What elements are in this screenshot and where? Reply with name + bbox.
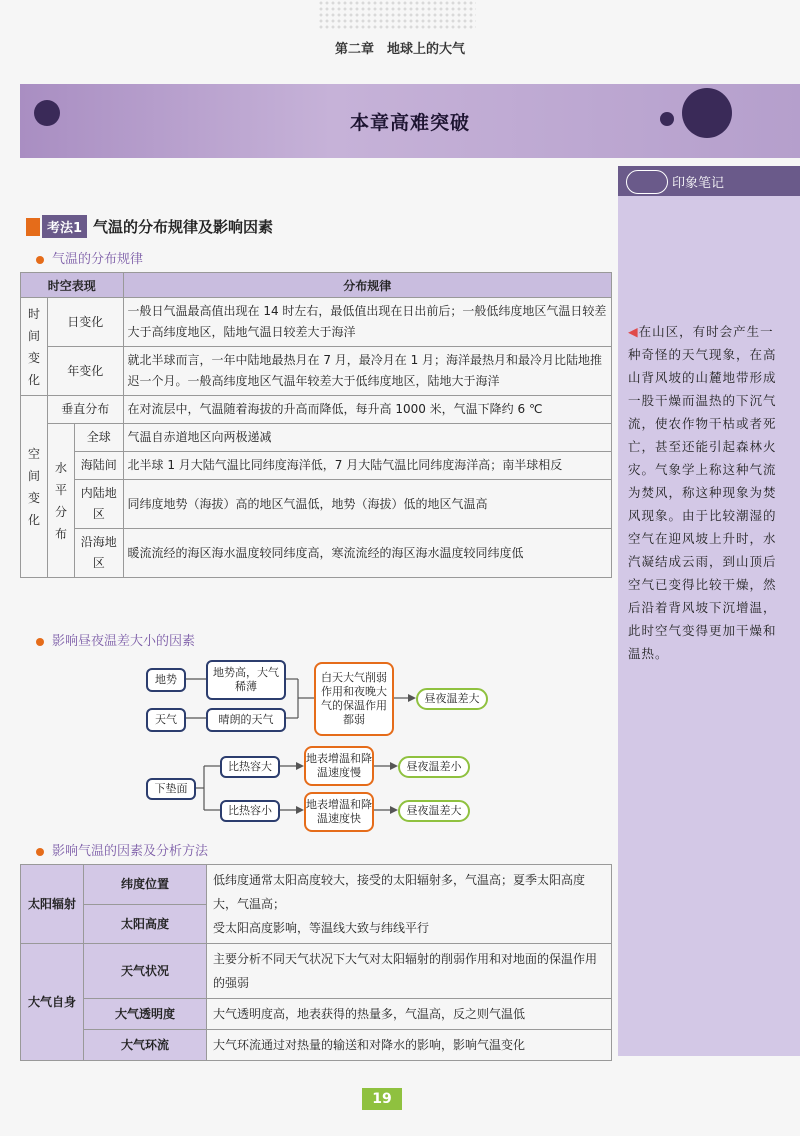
section2-title: 影响昼夜温差大小的因素: [52, 634, 196, 649]
section3-title: 影响气温的因素及分析方法: [52, 844, 209, 859]
flow-node-terrain-desc: 地势高，大气稀薄: [206, 660, 286, 700]
row-label: 大气透明度: [84, 999, 207, 1030]
table-row: [21, 944, 612, 999]
row-label: 年变化: [48, 347, 124, 396]
row-label: 大气环流: [84, 1030, 207, 1061]
flow-result-large: 昼夜温差大: [416, 688, 488, 710]
table-header: 时空表现: [21, 273, 124, 298]
row-label: 天气状况: [84, 944, 207, 999]
flow-node-weather-desc: 晴朗的天气: [206, 708, 286, 732]
flow-node-heat-big: 比热容大: [220, 756, 280, 778]
row-label: 垂直分布: [48, 396, 124, 424]
table-row: [21, 865, 612, 905]
table-cell: 北半球 1 月大陆气温比同纬度海洋低，7 月大陆气温比同纬度海洋高；南半球相反: [123, 452, 611, 480]
flow-node-heat-small: 比热容小: [220, 800, 280, 822]
table-cell: 大气透明度高，地表获得的热量多，气温高，反之则气温低: [207, 999, 612, 1030]
row-group-label: 空间变化: [21, 396, 48, 578]
row-label: 内陆地区: [75, 480, 124, 529]
flow-node-terrain: 地势: [146, 668, 186, 692]
flow-node-slow: 地表增温和降温速度慢: [304, 746, 374, 786]
section3-heading: [36, 840, 208, 859]
row-label: 全球: [75, 424, 124, 452]
flow-node-weather: 天气: [146, 708, 186, 732]
row-group-label: 太阳辐射: [21, 865, 84, 944]
table-cell: 大气环流通过对热量的输送和对降水的影响，影响气温变化: [207, 1030, 612, 1061]
row-label: 日变化: [48, 298, 124, 347]
chapter-header: 第二章 地球上的大气: [334, 42, 465, 57]
table-cell: 在对流层中，气温随着海拔的升高而降低，每升高 1000 米，气温下降约 6 ℃: [123, 396, 611, 424]
table-cell: 一般日气温最高值出现在 14 时左右，最低值出现在日出前后；一般低纬度地区气温日较差大于高纬度地区，陆地气温日较差大于海洋: [123, 298, 611, 347]
table-row: [21, 999, 612, 1030]
triangle-icon: ◀: [628, 324, 639, 339]
table-header: 分布规律: [123, 273, 611, 298]
table-cell: 同纬度地势（海拔）高的地区气温低，地势（海拔）低的地区气温高: [123, 480, 611, 529]
table-cell: 就北半球而言，一年中陆地最热月在 7 月，最冷月在 1 月；海洋最热月和最冷月比陆地推迟一个月。一般高纬度地区气温年较差大于低纬度地区，陆地大于海洋: [123, 347, 611, 396]
flow-node-fast: 地表增温和降温速度快: [304, 792, 374, 832]
temperature-factors-table: [20, 864, 612, 1061]
flow-result-large-2: 昼夜温差大: [398, 800, 470, 822]
banner-title: 本章高难突破: [349, 112, 470, 134]
flow-node-atmo-effect: 白天大气削弱作用和夜晚大气的保温作用都弱: [314, 662, 394, 736]
row-label: 太阳高度: [84, 904, 207, 944]
bullet-icon: [36, 848, 44, 856]
table-cell: 暖流流经的海区海水温度较同纬度高，寒流流经的海区海水温度较同纬度低: [123, 529, 611, 578]
row-group-label: 时间变化: [21, 298, 48, 396]
side-notes-body: 在山区，有时会产生一种奇怪的天气现象，在高山背风坡的山麓地带形成一股干燥而温热的下沉气流，使农作物干枯或者死亡，甚至还能引起森林火灾。气象学上称这种气流为焚风，称这种现象为焚风现象。由于比较潮湿的空气在迎风坡上升时，水汽凝结成云雨，到山顶后空气已变得比较干燥，然后沿着背风坡下沉增温，此时空气变得更加干燥和温热。: [628, 324, 777, 661]
row-label: 纬度位置: [84, 865, 207, 905]
row-group-label: 水平分布: [48, 424, 75, 578]
table-cell-text: 低纬度通常太阳高度较大，接受的太阳辐射多，气温高；夏季太阳高度大，气温高；: [213, 873, 586, 911]
table-cell: 主要分析不同天气状况下大气对太阳辐射的削弱作用和对地面的保温作用的强弱: [207, 944, 612, 999]
side-notes-label: 印象笔记: [672, 176, 725, 191]
method-badge: 考法1: [42, 215, 87, 238]
table-cell-text: 受太阳高度影响，等温线大致与纬线平行: [213, 921, 430, 935]
page-number: 19: [362, 1088, 402, 1110]
table-row: [21, 1030, 612, 1061]
table-cell: [207, 865, 612, 944]
row-group-label: 大气自身: [21, 944, 84, 1061]
flow-result-small: 昼夜温差小: [398, 756, 470, 778]
row-label: 海陆间: [75, 452, 124, 480]
flow-node-surface: 下垫面: [146, 778, 196, 800]
table-cell: 气温自赤道地区向两极递减: [123, 424, 611, 452]
method-title: 气温的分布规律及影响因素: [93, 218, 274, 236]
row-label: 沿海地区: [75, 529, 124, 578]
section1-title: 气温的分布规律: [52, 252, 144, 267]
